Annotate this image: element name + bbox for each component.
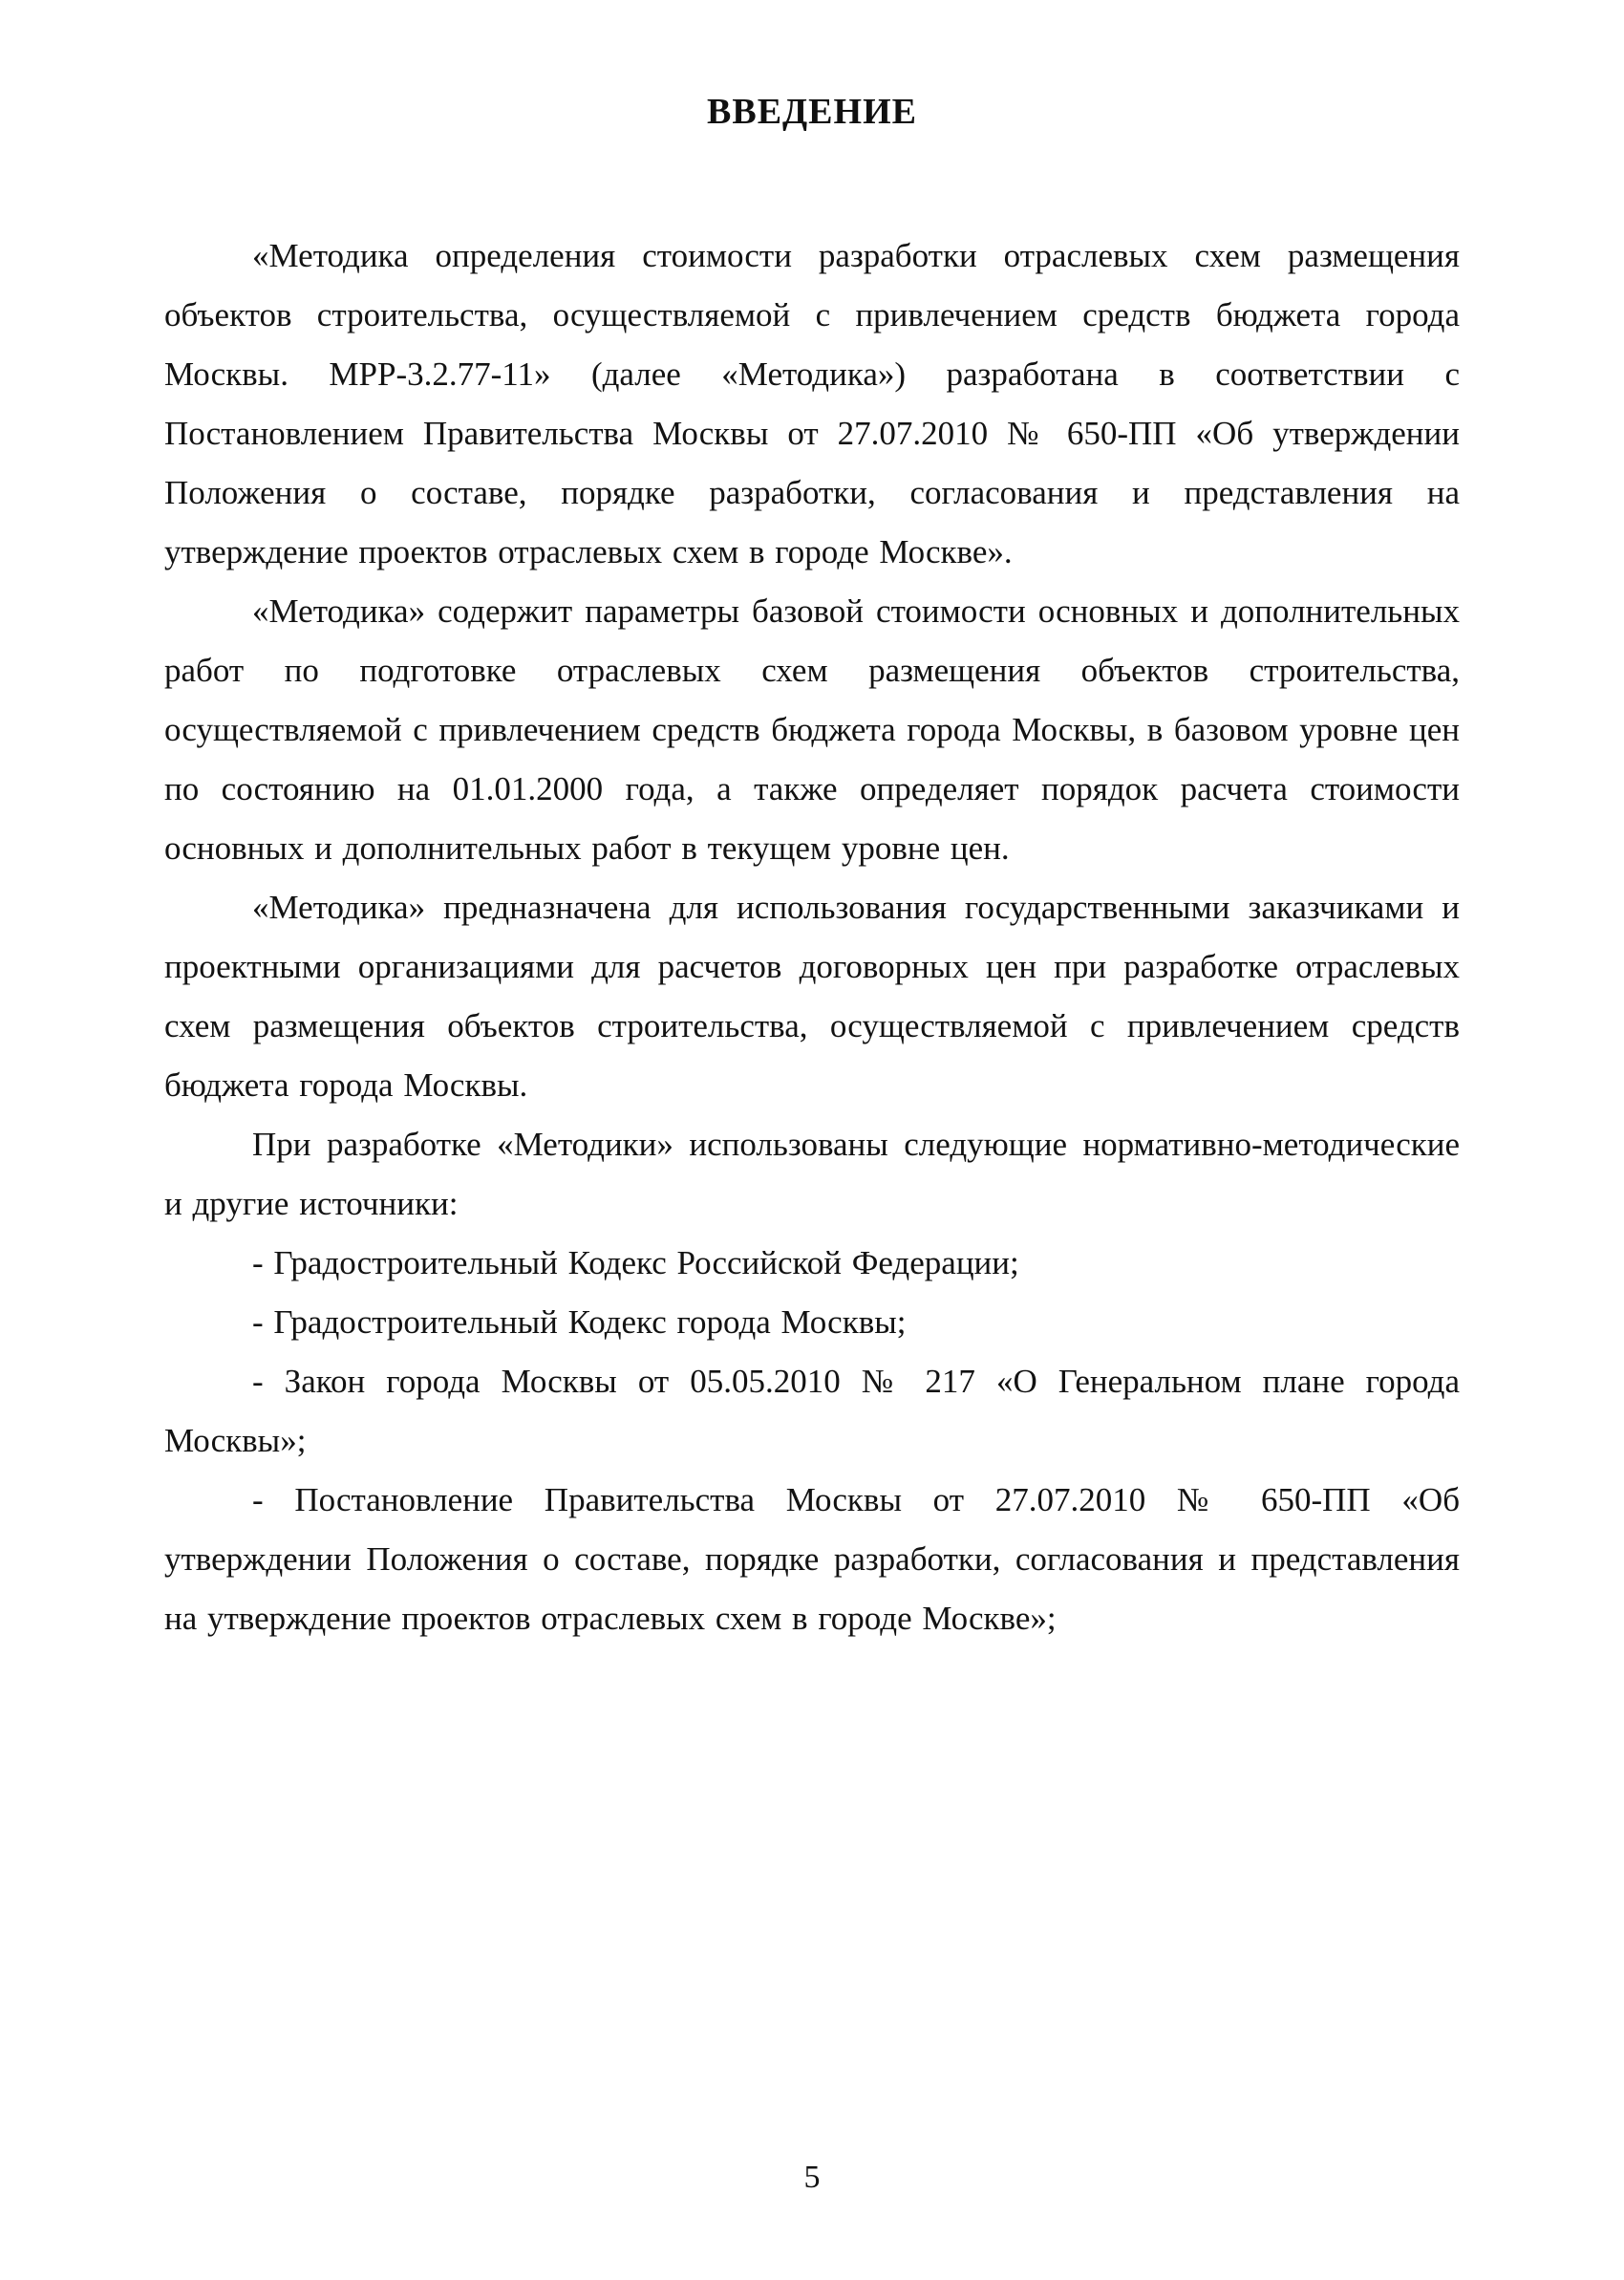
- paragraph: «Методика» предназначена для использования государственными заказчиками и проектными организациями для расчетов договорных цен при разработке отраслевых схем размещения объектов строительства, осуществляемой с привлечением средств бюджета города Москвы.: [164, 889, 1460, 1104]
- page-number: 5: [803, 2160, 821, 2195]
- list-item: - Градостроительный Кодекс Российской Федерации;: [252, 1244, 1019, 1281]
- paragraph: «Методика» содержит параметры базовой стоимости основных и дополнительных работ по подготовке отраслевых схем размещения объектов строительства, осуществляемой с привлечением средств бюджета города Москвы, в базовом уровне цен по состоянию на 01.01.2000 года, а также определяет порядок расчета стоимости основных и дополнительных работ в текущем уровне цен.: [164, 592, 1460, 867]
- document-body: [164, 226, 1460, 1648]
- paragraph: «Методика определения стоимости разработки отраслевых схем размещения объектов строительства, осуществляемой с привлечением средств бюджета города Москвы. МРР-3.2.77-11» (далее «Методика») разработана в соответствии с Постановлением Правительства Москвы от 27.07.2010 № 650-ПП «Об утверждении Положения о составе, порядке разработки, согласования и представления на утверждение проектов отраслевых схем в городе Москве».: [164, 237, 1460, 570]
- paragraph: При разработке «Методики» использованы следующие нормативно-методические и другие источники:: [164, 1126, 1460, 1222]
- list-item: - Закон города Москвы от 05.05.2010 № 217 «О Генеральном плане города Москвы»;: [164, 1363, 1460, 1459]
- list-item: - Постановление Правительства Москвы от 27.07.2010 № 650-ПП «Об утверждении Положения о составе, порядке разработки, согласования и представления на утверждение проектов отраслевых схем в городе Москве»;: [164, 1481, 1460, 1637]
- list-item: - Градостроительный Кодекс города Москвы;: [252, 1303, 907, 1341]
- page-title: ВВЕДЕНИЕ: [707, 92, 917, 132]
